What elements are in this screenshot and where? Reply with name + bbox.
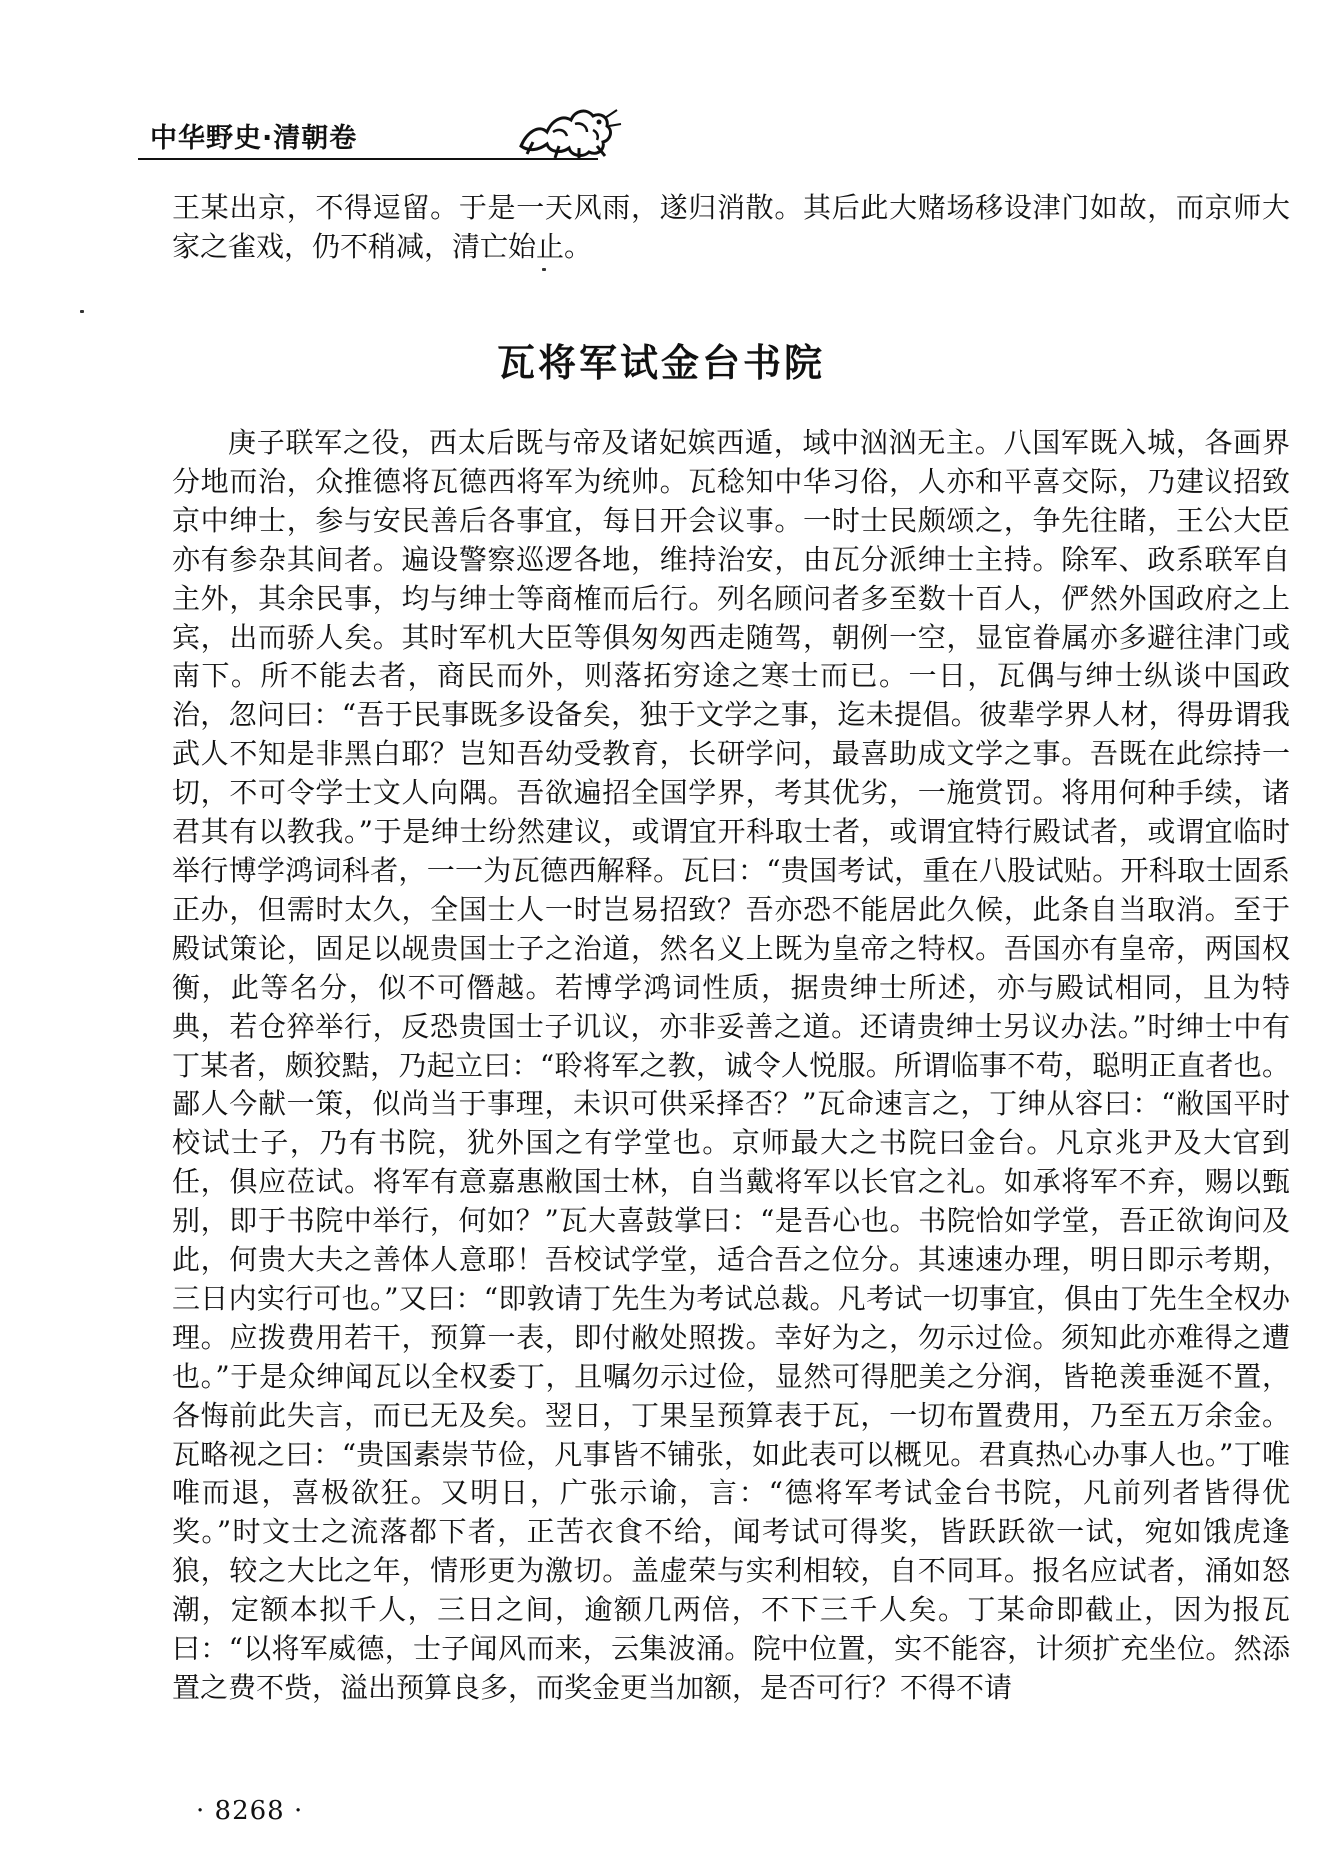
dragon-ornament-icon <box>513 102 623 160</box>
running-title: 中华野史·清朝卷 <box>150 123 358 154</box>
article-title: 瓦将军试金台书院 <box>496 341 825 385</box>
intro-text: 王某出京，不得逗留。于是一天风雨，遂归消散。其后此大赌场移设津门如故，而京师大家之雀戏，仍不稍减，清亡始止。 <box>172 191 1290 263</box>
body-paragraph: 庚子联军之役，西太后既与帝及诸妃嫔西遁，域中汹汹无主。八国军既入城，各画界分地而治，众推德将瓦德西将军为统帅。瓦稔知中华习俗，人亦和平喜交际，乃建议招致京中绅士，参与安民善后各事宜，每日开会议事。一时士民颇颂之，争先往睹，王公大臣亦有参杂其间者。遍设警察巡逻各地，维持治安，由瓦分派绅士主持。除军、政系联军自主外，其余民事，均与绅士等商榷而后行。列名顾问者多至数十百人，俨然外国政府之上宾，出而骄人矣。其时军机大臣等俱匆匆西走随驾，朝例一空，显宦眷属亦多避往津门或南下。所不能去者，商民而外，则落拓穷途之寒士而已。一日，瓦偶与绅士纵谈中国政治，忽问曰：“吾于民事既多设备矣，独于文学之事，迄未提倡。彼辈学界人材，得毋谓我武人不知是非黑白耶？岂知吾幼受教育，长研学问，最喜助成文学之事。吾既在此综持一切，不可令学士文人向隅。吾欲遍招全国学界，考其优劣，一施赏罚。将用何种手续，诸君其有以教我。”于是绅士纷然建议，或谓宜开科取士者，或谓宜特行殿试者，或谓宜临时举行博学鸿词科者，一一为瓦德西解释。瓦曰：“贵国考试，重在八股试贴。开科取士固系正办，但需时太久，全国士人一时岂易招致？吾亦恐不能居此久候，此条自当取消。至于殿试策论，固足以觇贵国士子之治道，然名义上既为皇帝之特权。吾国亦有皇帝，两国权衡，此等名分，似不可僭越。若博学鸿词性质，据贵绅士所述，亦与殿试相同，且为特典，若仓猝举行，反恐贵国士子讥议，亦非妥善之道。还请贵绅士另议办法。”时绅士中有丁某者，颇狡黠，乃起立曰：“聆将军之教，诚令人悦服。所谓临事不苟，聪明正直者也。鄙人今献一策，似尚当于事理，未识可供采择否？”瓦命速言之，丁绅从容曰：“敝国平时校试士子，乃有书院，犹外国之有学堂也。京师最大之书院曰金台。凡京兆尹及大官到任，俱应莅试。将军有意嘉惠敝国士林，自当戴将军以长官之礼。如承将军不弃，赐以甄别，即于书院中举行，何如？”瓦大喜鼓掌曰：“是吾心也。书院恰如学堂，吾正欲询问及此，何贵大夫之善体人意耶！吾校试学堂，适合吾之位分。其速速办理，明日即示考期，三日内实行可也。”又曰：“即敦请丁先生为考试总裁。凡考试一切事宜，俱由丁先生全权办理。应拨费用若干，预算一表，即付敝处照拨。幸好为之，勿示过俭。须知此亦难得之遭也。”于是众绅闻瓦以全权委丁，且嘱勿示过俭，显然可得肥美之分润，皆艳羡垂涎不置，各悔前此失言，而已无及矣。翌日，丁果呈预算表于瓦，一切布置费用，乃至五万余金。瓦略视之曰：“贵国素崇节俭，凡事皆不铺张，如此表可以概见。君真热心办事人也。”丁唯唯而退，喜极欲狂。又明日，广张示谕，言：“德将军考试金台书院，凡前列者皆得优奖。”时文士之流落都下者，正苦衣食不给，闻考试可得奖，皆跃跃欲一试，宛如饿虎逢狼，较之大比之年，情形更为激切。盖虚荣与实利相较，自不同耳。报名应试者，涌如怒潮，定额本拟千人，三日之间，逾额几两倍，不下三千人矣。丁某命即截止，因为报瓦曰：“以将军威德，士子闻风而来，云集波涌。院中位置，实不能容，计须扩充坐位。然添置之费不赀，溢出预算良多，而奖金更当加额，是否可行？不得不请 <box>172 426 1290 1704</box>
scan-speck <box>542 268 546 271</box>
header-rule <box>138 158 598 160</box>
article-body <box>172 424 1290 1708</box>
intro-paragraph <box>172 189 1290 267</box>
page-number: · 8268 · <box>196 1796 304 1826</box>
scan-speck <box>80 310 84 313</box>
running-header <box>138 92 1188 164</box>
